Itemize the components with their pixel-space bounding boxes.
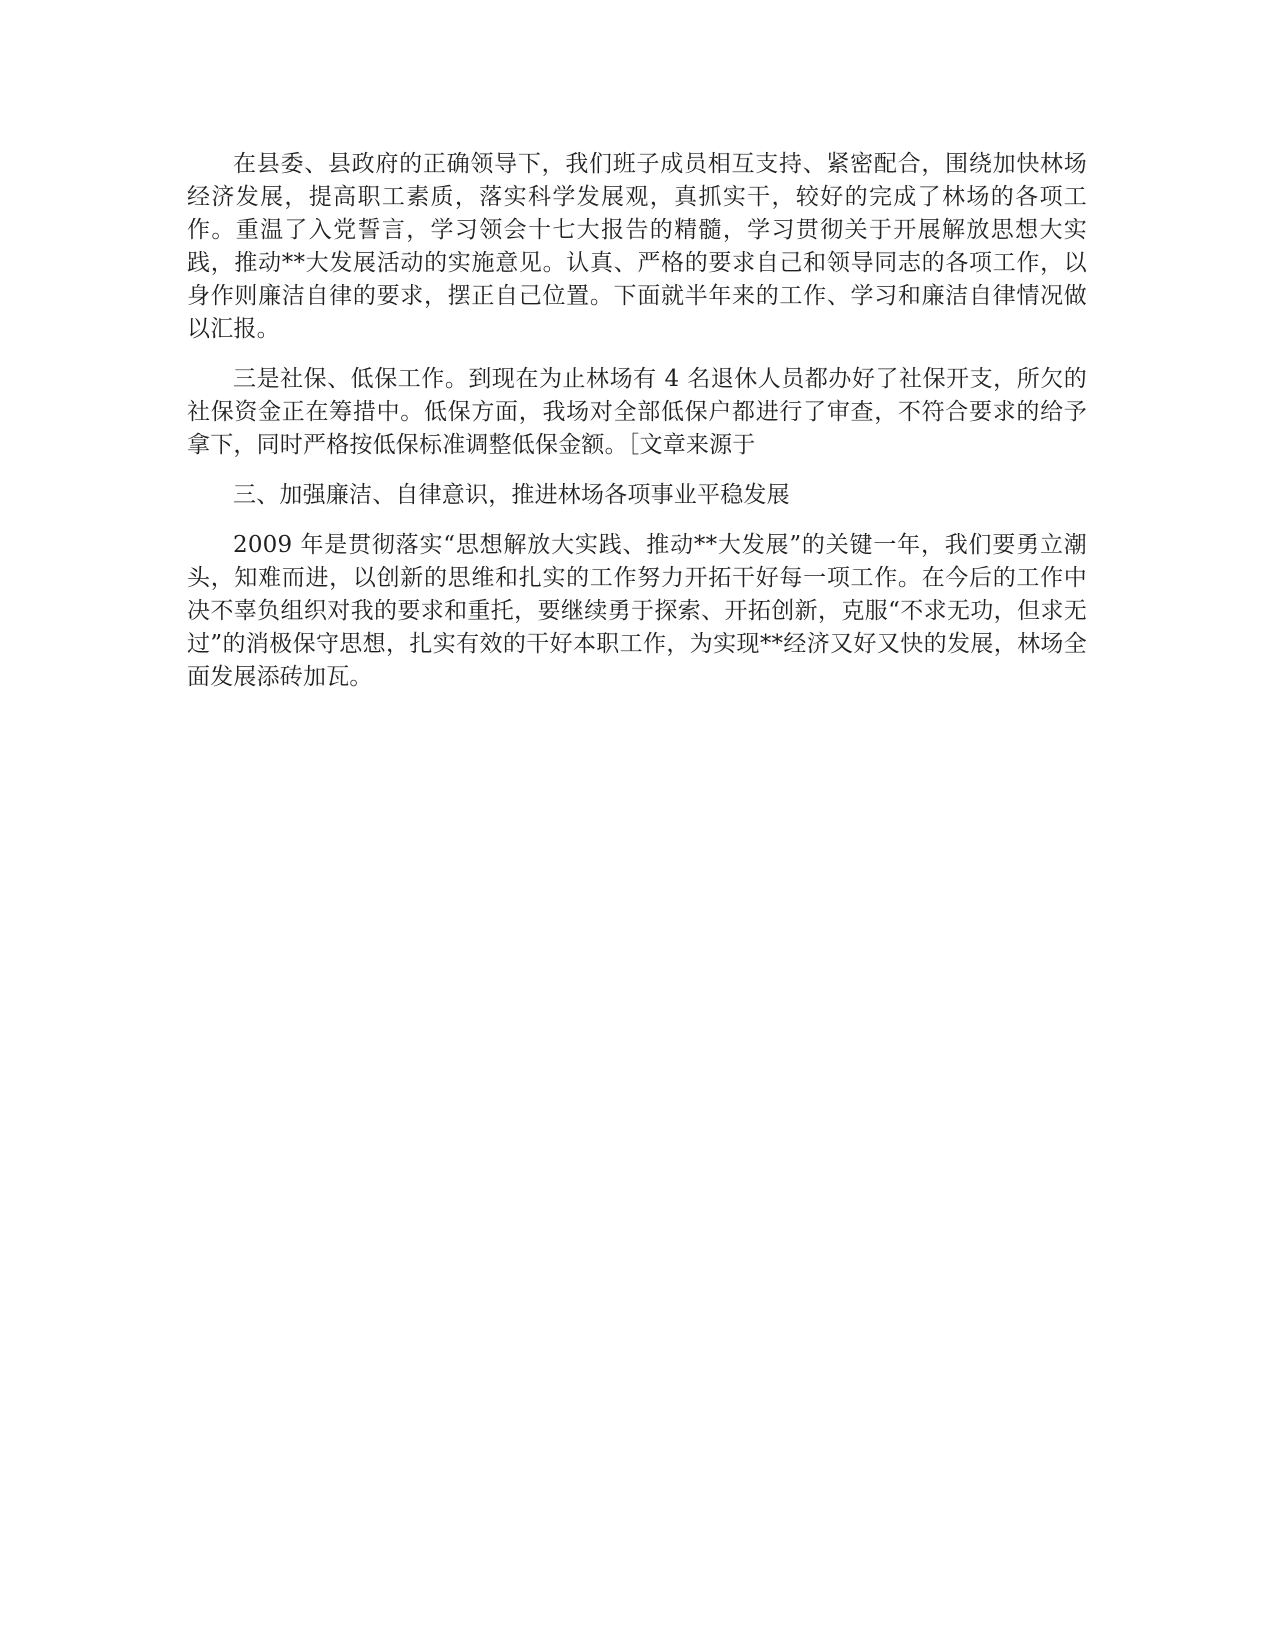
- paragraph-leadership-summary: 在县委、县政府的正确领导下，我们班子成员相互支持、紧密配合，围绕加快林场经济发展，提高职工素质，落实科学发展观，真抓实干，较好的完成了林场的各项工作。重温了入党誓言，学习领会十七大报告的精髓，学习贯彻关于开展解放思想大实践，推动**大发展活动的实施意见。认真、严格的要求自己和领导同志的各项工作，以身作则廉洁自律的要求，摆正自己位置。下面就半年来的工作、学习和廉洁自律情况做以汇报。: [187, 151, 1087, 342]
- paragraph-social-security: 三是社保、低保工作。到现在为止林场有 4 名退休人员都办好了社保开支，所欠的社保资金正在筹措中。低保方面，我场对全部低保户都进行了审查，不符合要求的给予拿下，同时严格按低保标准调整低保金额。［文章来源于: [187, 366, 1087, 458]
- paragraph-2009-goals: 2009 年是贯彻落实“思想解放大实践、推动**大发展”的关键一年，我们要勇立潮头，知难而进，以创新的思维和扎实的工作努力开拓干好每一项工作。在今后的工作中决不辜负组织对我的要求和重托，要继续勇于探索、开拓创新，克服“不求无功，但求无过”的消极保守思想，扎实有效的干好本职工作，为实现**经济又好又快的发展，林场全面发展添砖加瓦。: [187, 532, 1087, 690]
- section-heading-integrity: 三、加强廉洁、自律意识，推进林场各项事业平稳发展: [233, 482, 790, 508]
- document-body: [187, 148, 1087, 711]
